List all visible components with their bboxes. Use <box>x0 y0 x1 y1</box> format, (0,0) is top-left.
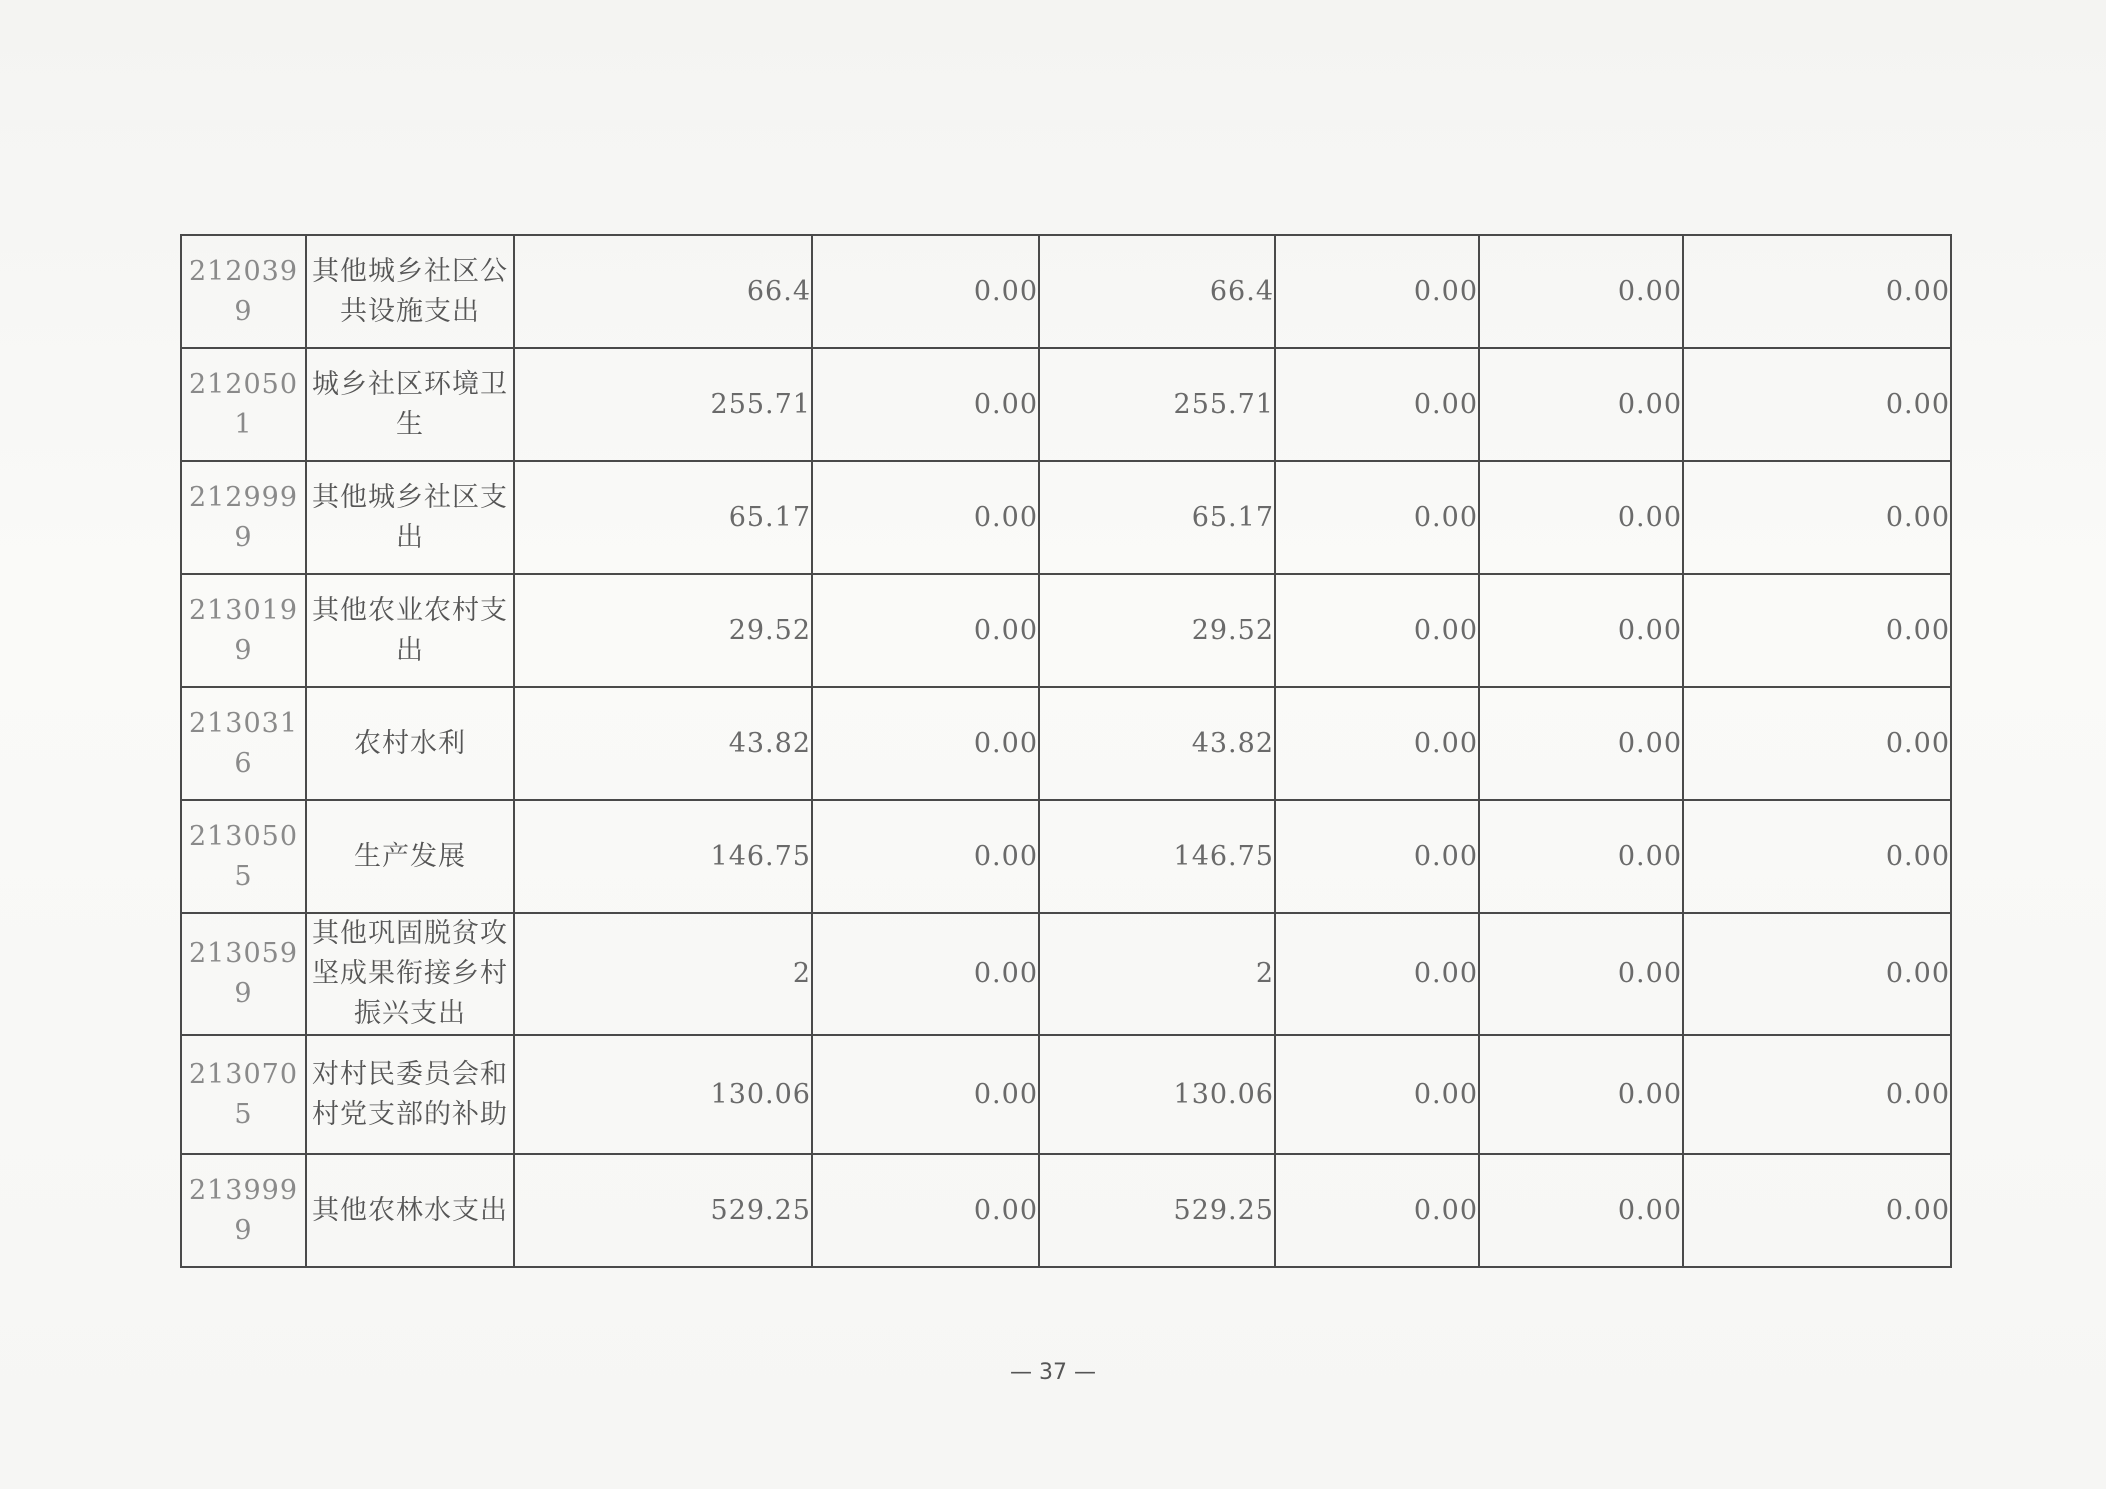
total-cell: 529.25 <box>514 1154 812 1267</box>
amount-cell: 0.00 <box>1479 913 1683 1035</box>
function-code-cell: 2130199 <box>181 574 306 687</box>
total-cell: 66.4 <box>514 235 812 348</box>
function-code-cell: 2139999 <box>181 1154 306 1267</box>
amount-cell: 0.00 <box>1275 461 1479 574</box>
amount-cell: 0.00 <box>1479 800 1683 913</box>
function-name-cell: 其他城乡社区支出 <box>306 461 514 574</box>
amount-cell: 0.00 <box>1683 1154 1951 1267</box>
amount-cell: 0.00 <box>1683 348 1951 461</box>
table-row <box>181 348 1951 461</box>
total-cell: 130.06 <box>514 1035 812 1154</box>
function-name-cell: 其他城乡社区公共设施支出 <box>306 235 514 348</box>
amount-cell: 0.00 <box>812 235 1039 348</box>
table-row <box>181 235 1951 348</box>
amount-cell: 65.17 <box>1039 461 1275 574</box>
table-row <box>181 574 1951 687</box>
amount-cell: 2 <box>1039 913 1275 1035</box>
amount-cell: 0.00 <box>812 1035 1039 1154</box>
amount-cell: 0.00 <box>1479 461 1683 574</box>
amount-cell: 130.06 <box>1039 1035 1275 1154</box>
amount-cell: 0.00 <box>1275 235 1479 348</box>
function-code-cell: 2130505 <box>181 800 306 913</box>
function-name-cell: 对村民委员会和村党支部的补助 <box>306 1035 514 1154</box>
total-cell: 146.75 <box>514 800 812 913</box>
function-name-cell: 城乡社区环境卫生 <box>306 348 514 461</box>
amount-cell: 0.00 <box>812 800 1039 913</box>
table-row <box>181 687 1951 800</box>
function-code-cell: 2130705 <box>181 1035 306 1154</box>
amount-cell: 0.00 <box>812 687 1039 800</box>
amount-cell: 43.82 <box>1039 687 1275 800</box>
table-row <box>181 1035 1951 1154</box>
amount-cell: 0.00 <box>1275 1035 1479 1154</box>
total-cell: 255.71 <box>514 348 812 461</box>
amount-cell: 0.00 <box>1479 1154 1683 1267</box>
total-cell: 43.82 <box>514 687 812 800</box>
amount-cell: 0.00 <box>1275 687 1479 800</box>
table-row <box>181 800 1951 913</box>
amount-cell: 0.00 <box>1479 687 1683 800</box>
function-name-cell: 其他农业农村支出 <box>306 574 514 687</box>
amount-cell: 0.00 <box>812 574 1039 687</box>
amount-cell: 0.00 <box>1275 348 1479 461</box>
amount-cell: 0.00 <box>812 913 1039 1035</box>
amount-cell: 66.4 <box>1039 235 1275 348</box>
function-code-cell: 2130316 <box>181 687 306 800</box>
amount-cell: 0.00 <box>812 461 1039 574</box>
amount-cell: 0.00 <box>1479 348 1683 461</box>
amount-cell: 0.00 <box>1683 235 1951 348</box>
table-row <box>181 461 1951 574</box>
amount-cell: 0.00 <box>1275 1154 1479 1267</box>
amount-cell: 0.00 <box>1683 687 1951 800</box>
function-code-cell: 2120399 <box>181 235 306 348</box>
amount-cell: 0.00 <box>1683 574 1951 687</box>
total-cell: 65.17 <box>514 461 812 574</box>
amount-cell: 0.00 <box>812 1154 1039 1267</box>
function-name-cell: 农村水利 <box>306 687 514 800</box>
amount-cell: 0.00 <box>1275 800 1479 913</box>
table-row <box>181 913 1951 1035</box>
amount-cell: 0.00 <box>1275 913 1479 1035</box>
amount-cell: 29.52 <box>1039 574 1275 687</box>
amount-cell: 0.00 <box>1479 235 1683 348</box>
table-row <box>181 1154 1951 1267</box>
expenditure-table <box>180 234 1952 1268</box>
amount-cell: 0.00 <box>1479 574 1683 687</box>
function-code-cell: 2129999 <box>181 461 306 574</box>
amount-cell: 0.00 <box>1683 913 1951 1035</box>
table-body <box>181 235 1951 1267</box>
amount-cell: 255.71 <box>1039 348 1275 461</box>
function-code-cell: 2130599 <box>181 913 306 1035</box>
function-name-cell: 其他巩固脱贫攻坚成果衔接乡村振兴支出 <box>306 913 514 1035</box>
amount-cell: 0.00 <box>1683 461 1951 574</box>
function-name-cell: 生产发展 <box>306 800 514 913</box>
total-cell: 29.52 <box>514 574 812 687</box>
function-code-cell: 2120501 <box>181 348 306 461</box>
amount-cell: 0.00 <box>1683 1035 1951 1154</box>
amount-cell: 0.00 <box>1479 1035 1683 1154</box>
amount-cell: 0.00 <box>812 348 1039 461</box>
amount-cell: 0.00 <box>1275 574 1479 687</box>
page-number: — 37 — <box>1010 1360 1096 1385</box>
total-cell: 2 <box>514 913 812 1035</box>
amount-cell: 146.75 <box>1039 800 1275 913</box>
amount-cell: 0.00 <box>1683 800 1951 913</box>
amount-cell: 529.25 <box>1039 1154 1275 1267</box>
function-name-cell: 其他农林水支出 <box>306 1154 514 1267</box>
